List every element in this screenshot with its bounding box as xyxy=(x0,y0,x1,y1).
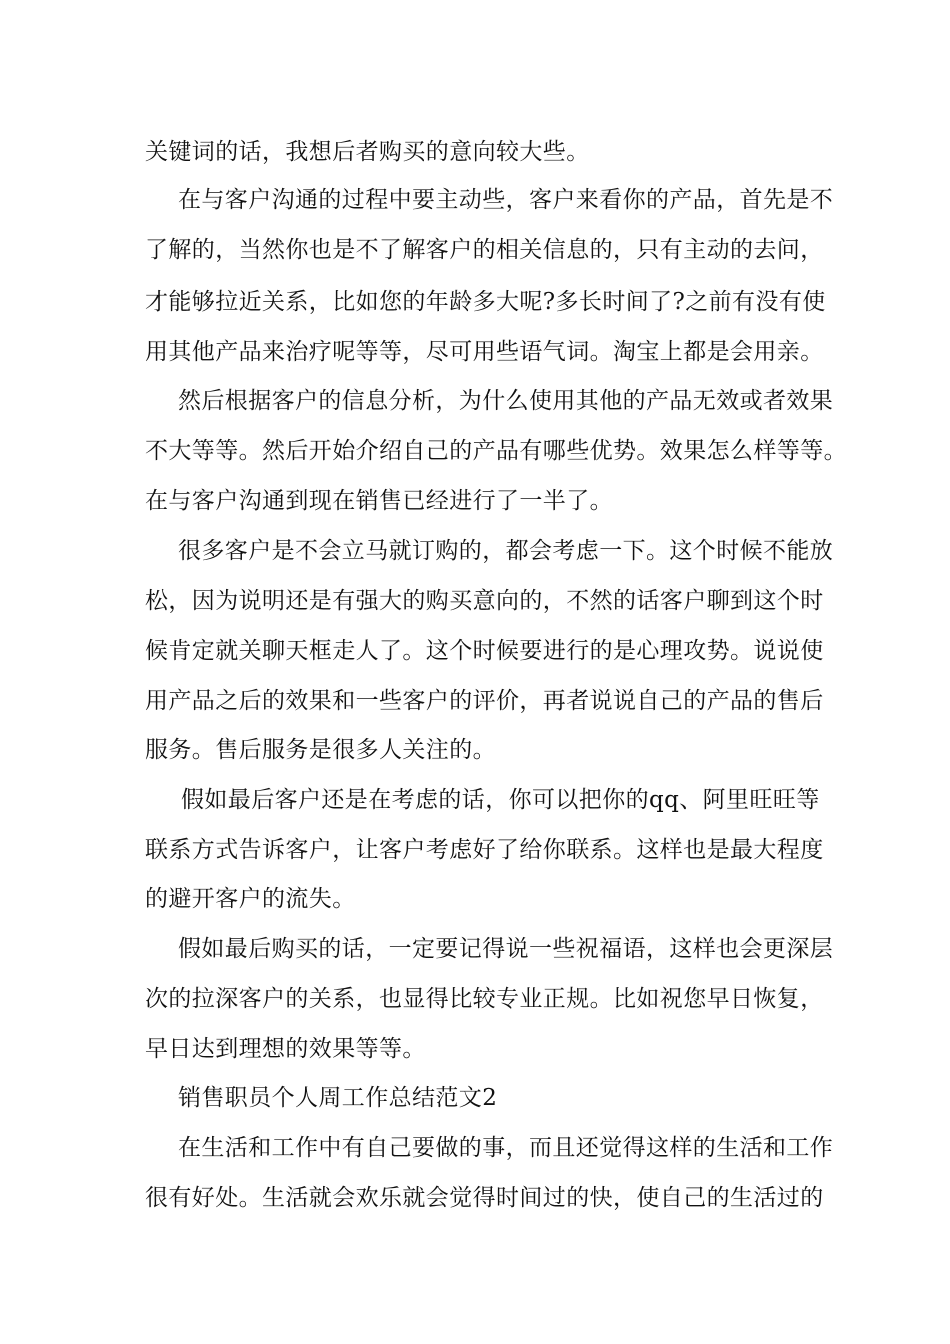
text-line: 的避开客户的流失。 xyxy=(145,886,356,912)
text-line: 用产品之后的效果和一些客户的评价，再者说说自己的产品的售后 xyxy=(145,688,824,714)
text-line: 在与客户沟通到现在销售已经进行了一半了。 xyxy=(145,488,613,514)
text-line: 服务。售后服务是很多人关注的。 xyxy=(145,737,496,763)
paragraph-first-line: 假如最后客户还是在考虑的话，你可以把你的qq、阿里旺旺等 xyxy=(181,787,820,813)
paragraph-first-line: 然后根据客户的信息分析，为什么使用其他的产品无效或者效果 xyxy=(178,388,834,414)
text-line: 了解的，当然你也是不了解客户的相关信息的，只有主动的去问， xyxy=(145,237,824,263)
text-line: 候肯定就关聊天框走人了。这个时候要进行的是心理攻势。说说使 xyxy=(145,638,824,664)
section-heading: 销售职员个人周工作总结范文2 xyxy=(178,1085,498,1111)
paragraph-first-line: 在与客户沟通的过程中要主动些，客户来看你的产品，首先是不 xyxy=(178,187,834,213)
paragraph-first-line: 很多客户是不会立马就订购的，都会考虑一下。这个时候不能放 xyxy=(178,538,834,564)
text-line: 早日达到理想的效果等等。 xyxy=(145,1036,426,1062)
text-line: 很有好处。生活就会欢乐就会觉得时间过的快，使自己的生活过的 xyxy=(145,1185,824,1211)
text-line: 才能够拉近关系，比如您的年龄多大呢?多长时间了?之前有没有使 xyxy=(145,289,826,315)
text-line: 联系方式告诉客户，让客户考虑好了给你联系。这样也是最大程度 xyxy=(145,837,824,863)
paragraph-first-line: 假如最后购买的话，一定要记得说一些祝福语，这样也会更深层 xyxy=(178,936,834,962)
text-line: 松，因为说明还是有强大的购买意向的，不然的话客户聊到这个时 xyxy=(145,588,824,614)
text-line: 用其他产品来治疗呢等等，尽可用些语气词。淘宝上都是会用亲。 xyxy=(145,339,824,365)
paragraph-first-line: 在生活和工作中有自己要做的事，而且还觉得这样的生活和工作 xyxy=(178,1135,834,1161)
text-line: 不大等等。然后开始介绍自己的产品有哪些优势。效果怎么样等等。 xyxy=(145,438,847,464)
text-line: 次的拉深客户的关系，也显得比较专业正规。比如祝您早日恢复， xyxy=(145,986,824,1012)
text-line: 关键词的话，我想后者购买的意向较大些。 xyxy=(145,139,590,165)
